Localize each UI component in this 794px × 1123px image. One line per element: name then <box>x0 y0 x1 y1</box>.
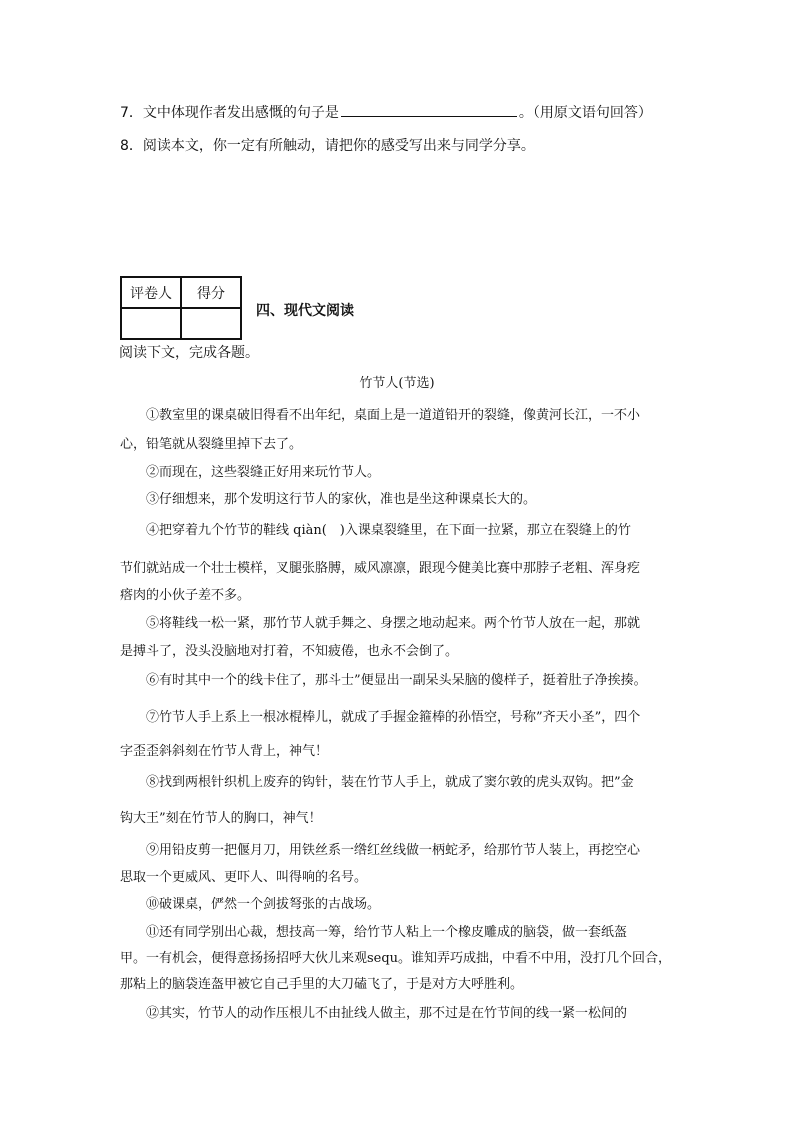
question-7-suffix: 。（用原文语句回答） <box>518 105 652 121</box>
score-header: 得分 <box>181 277 241 308</box>
article-line: ⑥有时其中一个的线卡住了，那斗士”便显出一副呆头呆脑的傻样子，挺着肚子净挨揍。 <box>146 673 647 688</box>
article-line: 思取一个更威风、更吓人、叫得响的名号。 <box>120 870 368 885</box>
article-title: 竹节人(节选) <box>359 376 435 391</box>
article-line: ⑫其实，竹节人的动作压根儿不由扯线人做主，那不过是在竹节间的线一紧一松间的 <box>146 1006 628 1021</box>
article-line: ③仔细想来，那个发明这行节人的家伙，准也是坐这种课桌长大的。 <box>146 492 537 507</box>
answer-blank[interactable] <box>341 102 517 117</box>
article-line: ⑦竹节人手上系上一根冰棍棒儿，就成了手握金箍棒的孙悟空，号称”齐天小圣”，四个 <box>146 710 641 725</box>
article-line: ⑨用铅皮剪一把偃月刀，用铁丝系一绺红丝线做一柄蛇矛，给那竹节人装上，再挖空心 <box>146 843 641 858</box>
article-line: 是搏斗了，没头没脑地对打着，不知疲倦，也永不会倒了。 <box>120 644 459 659</box>
article-line: ⑩破课桌，俨然一个剑拔弩张的古战场。 <box>146 897 381 912</box>
grader-cell[interactable] <box>121 308 181 339</box>
section-heading: 四、现代文阅读 <box>256 303 354 319</box>
article-line: ④把穿着九个竹节的鞋线 qiàn( )入课桌裂缝里，在下面一拉紧，那立在裂缝上的竹 <box>146 523 631 538</box>
article-line: 节们就站成一个壮士模样，叉腿张胳膊，威风凛凛，跟现今健美比赛中那脖子老粗、浑身疙 <box>120 561 641 576</box>
article-line: 那粘上的脑袋连盔甲被它自己手里的大刀磕飞了，于是对方大呼胜利。 <box>120 977 524 992</box>
instruction: 阅读下文，完成各题。 <box>119 345 259 361</box>
question-7-prefix: 7．文中体现作者发出感慨的句子是 <box>120 105 339 121</box>
article-line: ⑧找到两根针织机上废弃的钩针，装在竹节人手上，就成了窦尔敦的虎头双钩。把”金 <box>146 775 634 790</box>
article-line: ②而现在，这些裂缝正好用来玩竹节人。 <box>146 465 381 480</box>
article-line: 心，铅笔就从裂缝里掉下去了。 <box>120 437 303 452</box>
article-line: ⑤将鞋线一松一紧，那竹节人就手舞之、身摆之地动起来。两个竹节人放在一起，那就 <box>146 616 641 631</box>
article-line: 瘩肉的小伙子差不多。 <box>120 588 251 603</box>
article-line: 字歪歪斜斜刻在竹节人背上，神气！ <box>120 744 329 759</box>
article-line: 钩大王”刻在竹节人的胸口，神气！ <box>120 811 322 826</box>
article-line: ①教室里的课桌破旧得看不出年纪，桌面上是一道道铅开的裂缝，像黄河长江，一不小 <box>146 408 641 423</box>
question-7 <box>120 102 652 122</box>
score-table <box>120 276 242 340</box>
question-8: 8．阅读本文，你一定有所触动，请把你的感受写出来与同学分享。 <box>120 138 535 154</box>
article-line: 甲。一有机会，便得意扬扬招呼大伙儿来观sequ。谁知弄巧成拙，中看不中用，没打几个回合， <box>120 951 672 966</box>
article-line: ⑪还有同学别出心裁，想技高一筹，给竹节人粘上一个橡皮雕成的脑袋，做一套纸盔 <box>146 925 628 940</box>
score-cell[interactable] <box>181 308 241 339</box>
grader-header: 评卷人 <box>121 277 181 308</box>
